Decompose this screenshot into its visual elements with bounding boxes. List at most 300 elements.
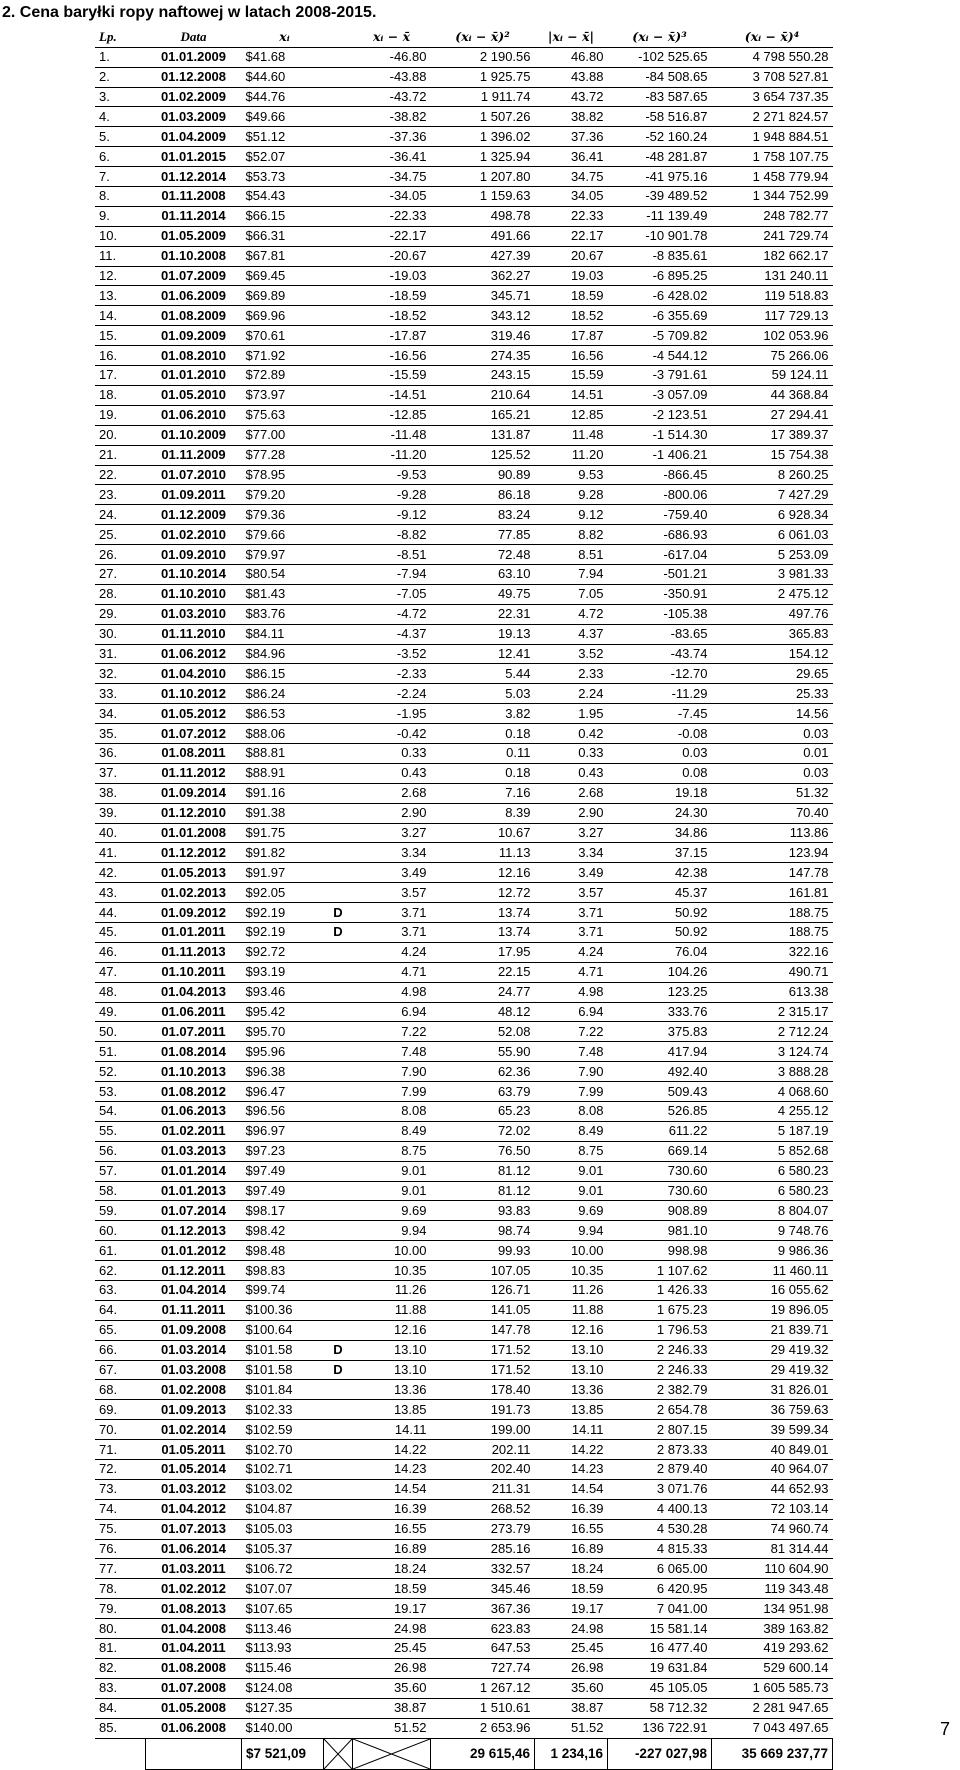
row-price: $102.59 (242, 1420, 324, 1440)
row-abs-deviation: 3.57 (535, 883, 608, 903)
row-date: 01.01.2014 (146, 1161, 242, 1181)
row-lp: 6. (95, 147, 146, 167)
row-date: 01.05.2010 (146, 385, 242, 405)
row-price: $101.84 (242, 1380, 324, 1400)
row-deviation-cubed: -84 508.65 (608, 67, 712, 87)
table-row (95, 823, 833, 843)
row-deviation-cubed: 2 873.33 (608, 1440, 712, 1460)
row-abs-deviation: 35.60 (535, 1678, 608, 1698)
row-deviation-squared: 126.71 (431, 1281, 535, 1301)
row-lp: 61. (95, 1241, 146, 1261)
row-deviation-fourth: 5 852.68 (712, 1141, 833, 1161)
row-abs-deviation: 0.33 (535, 743, 608, 763)
row-abs-deviation: 11.26 (535, 1281, 608, 1301)
table-row (95, 127, 833, 147)
row-abs-deviation: 9.53 (535, 465, 608, 485)
row-marker (324, 425, 353, 445)
row-lp: 22. (95, 465, 146, 485)
row-deviation: -9.28 (353, 485, 431, 505)
row-date: 01.09.2010 (146, 545, 242, 565)
row-marker (324, 1141, 353, 1161)
row-price: $105.03 (242, 1519, 324, 1539)
row-deviation-squared: 131.87 (431, 425, 535, 445)
row-deviation: 16.39 (353, 1499, 431, 1519)
row-abs-deviation: 3.49 (535, 863, 608, 883)
row-lp: 4. (95, 107, 146, 127)
row-lp: 43. (95, 883, 146, 903)
row-abs-deviation: 2.90 (535, 803, 608, 823)
row-deviation-squared: 285.16 (431, 1539, 535, 1559)
row-deviation-fourth: 17 389.37 (712, 425, 833, 445)
row-abs-deviation: 2.68 (535, 783, 608, 803)
row-lp: 78. (95, 1579, 146, 1599)
row-deviation-squared: 49.75 (431, 584, 535, 604)
row-lp: 50. (95, 1022, 146, 1042)
row-price: $92.19 (242, 903, 324, 923)
row-deviation: 25.45 (353, 1639, 431, 1659)
row-deviation-cubed: 0.03 (608, 743, 712, 763)
row-deviation-cubed: -0.08 (608, 724, 712, 744)
row-marker (324, 1400, 353, 1420)
row-deviation-cubed: -48 281.87 (608, 147, 712, 167)
row-abs-deviation: 3.71 (535, 922, 608, 942)
row-marker (324, 783, 353, 803)
table-row (95, 982, 833, 1002)
row-price: $96.47 (242, 1082, 324, 1102)
row-deviation: -16.56 (353, 346, 431, 366)
row-deviation-fourth: 40 849.01 (712, 1440, 833, 1460)
row-abs-deviation: 11.88 (535, 1300, 608, 1320)
table-row (95, 1440, 833, 1460)
row-lp: 73. (95, 1479, 146, 1499)
row-price: $124.08 (242, 1678, 324, 1698)
row-deviation-squared: 2 653.96 (431, 1718, 535, 1738)
row-deviation-cubed: 50.92 (608, 903, 712, 923)
row-lp: 58. (95, 1181, 146, 1201)
row-price: $93.46 (242, 982, 324, 1002)
total-fourth: 35 669 237,77 (712, 1738, 833, 1769)
row-lp: 24. (95, 505, 146, 525)
row-deviation: 19.17 (353, 1599, 431, 1619)
row-deviation-cubed: -7.45 (608, 704, 712, 724)
row-date: 01.09.2009 (146, 326, 242, 346)
row-deviation-cubed: 730.60 (608, 1161, 712, 1181)
row-date: 01.06.2009 (146, 286, 242, 306)
row-marker (324, 1082, 353, 1102)
row-date: 01.10.2009 (146, 425, 242, 445)
row-lp: 15. (95, 326, 146, 346)
row-date: 01.07.2010 (146, 465, 242, 485)
row-date: 01.02.2012 (146, 1579, 242, 1599)
row-date: 01.12.2013 (146, 1221, 242, 1241)
row-price: $69.45 (242, 266, 324, 286)
table-row (95, 405, 833, 425)
row-abs-deviation: 4.37 (535, 624, 608, 644)
table-row (95, 346, 833, 366)
row-deviation-squared: 99.93 (431, 1241, 535, 1261)
row-lp: 57. (95, 1161, 146, 1181)
row-deviation-fourth: 16 055.62 (712, 1281, 833, 1301)
row-abs-deviation: 51.52 (535, 1718, 608, 1738)
row-deviation-fourth: 6 580.23 (712, 1161, 833, 1181)
row-deviation-squared: 1 325.94 (431, 147, 535, 167)
row-marker (324, 1102, 353, 1122)
row-deviation-squared: 22.15 (431, 962, 535, 982)
table-row (95, 545, 833, 565)
row-marker (324, 1599, 353, 1619)
table-row (95, 783, 833, 803)
row-date: 01.06.2012 (146, 644, 242, 664)
row-deviation-cubed: 45 105.05 (608, 1678, 712, 1698)
row-deviation-squared: 65.23 (431, 1102, 535, 1122)
row-deviation-fourth: 2 712.24 (712, 1022, 833, 1042)
table-header-row (95, 27, 833, 47)
row-marker (324, 47, 353, 67)
row-deviation-squared: 81.12 (431, 1161, 535, 1181)
row-lp: 81. (95, 1639, 146, 1659)
row-deviation-squared: 5.44 (431, 664, 535, 684)
header-lp: Lp. (95, 27, 146, 47)
row-lp: 36. (95, 743, 146, 763)
row-price: $92.72 (242, 942, 324, 962)
row-abs-deviation: 9.94 (535, 1221, 608, 1241)
row-lp: 27. (95, 564, 146, 584)
row-date: 01.01.2010 (146, 366, 242, 386)
row-deviation: -19.03 (353, 266, 431, 286)
table-row (95, 286, 833, 306)
row-date: 01.12.2014 (146, 167, 242, 187)
row-deviation: 9.01 (353, 1161, 431, 1181)
row-deviation: 16.89 (353, 1539, 431, 1559)
row-price: $77.28 (242, 445, 324, 465)
row-deviation-squared: 345.71 (431, 286, 535, 306)
row-date: 01.11.2008 (146, 187, 242, 207)
table-row (95, 147, 833, 167)
table-row (95, 1599, 833, 1619)
row-deviation: -17.87 (353, 326, 431, 346)
row-deviation-cubed: 42.38 (608, 863, 712, 883)
row-abs-deviation: 8.75 (535, 1141, 608, 1161)
row-abs-deviation: 26.98 (535, 1658, 608, 1678)
row-abs-deviation: 1.95 (535, 704, 608, 724)
row-abs-deviation: 16.56 (535, 346, 608, 366)
row-abs-deviation: 7.22 (535, 1022, 608, 1042)
row-deviation: -34.75 (353, 167, 431, 187)
row-date: 01.09.2012 (146, 903, 242, 923)
row-marker (324, 1002, 353, 1022)
row-lp: 32. (95, 664, 146, 684)
table-row (95, 1201, 833, 1221)
row-deviation-squared: 0.11 (431, 743, 535, 763)
row-deviation-squared: 76.50 (431, 1141, 535, 1161)
row-date: 01.06.2011 (146, 1002, 242, 1022)
row-price: $101.58 (242, 1360, 324, 1380)
row-price: $88.91 (242, 763, 324, 783)
row-deviation-fourth: 119 518.83 (712, 286, 833, 306)
row-marker (324, 883, 353, 903)
row-lp: 16. (95, 346, 146, 366)
row-marker: D (324, 1340, 353, 1360)
table-row (95, 1121, 833, 1141)
row-deviation-cubed: 136 722.91 (608, 1718, 712, 1738)
row-deviation-cubed: 50.92 (608, 922, 712, 942)
row-deviation-fourth: 14.56 (712, 704, 833, 724)
row-marker (324, 405, 353, 425)
row-date: 01.08.2009 (146, 306, 242, 326)
table-row (95, 1002, 833, 1022)
row-price: $115.46 (242, 1658, 324, 1678)
row-deviation-fourth: 113.86 (712, 823, 833, 843)
row-abs-deviation: 24.98 (535, 1619, 608, 1639)
row-date: 01.03.2011 (146, 1559, 242, 1579)
header-abs-deviation: |xᵢ − x̄| (535, 27, 608, 47)
row-deviation-squared: 0.18 (431, 763, 535, 783)
row-deviation-fourth: 36 759.63 (712, 1400, 833, 1420)
row-date: 01.08.2008 (146, 1658, 242, 1678)
header-marker (324, 27, 353, 47)
row-deviation-fourth: 1 458 779.94 (712, 167, 833, 187)
row-lp: 21. (95, 445, 146, 465)
row-deviation-squared: 48.12 (431, 1002, 535, 1022)
table-row (95, 1042, 833, 1062)
table-row (95, 1479, 833, 1499)
row-price: $81.43 (242, 584, 324, 604)
row-deviation-squared: 202.11 (431, 1440, 535, 1460)
oil-price-table (95, 27, 833, 1770)
table-row (95, 326, 833, 346)
row-deviation: 14.22 (353, 1440, 431, 1460)
row-date: 01.02.2014 (146, 1420, 242, 1440)
table-row (95, 266, 833, 286)
row-lp: 37. (95, 763, 146, 783)
table-row (95, 1300, 833, 1320)
row-price: $97.49 (242, 1181, 324, 1201)
row-lp: 2. (95, 67, 146, 87)
row-price: $98.17 (242, 1201, 324, 1221)
row-marker (324, 167, 353, 187)
table-row (95, 505, 833, 525)
row-deviation: -43.88 (353, 67, 431, 87)
row-price: $113.93 (242, 1639, 324, 1659)
row-deviation-fourth: 21 839.71 (712, 1320, 833, 1340)
row-deviation-fourth: 70.40 (712, 803, 833, 823)
row-deviation-cubed: 375.83 (608, 1022, 712, 1042)
row-abs-deviation: 20.67 (535, 246, 608, 266)
row-deviation-cubed: -102 525.65 (608, 47, 712, 67)
row-lp: 29. (95, 604, 146, 624)
row-marker (324, 266, 353, 286)
row-date: 01.11.2011 (146, 1300, 242, 1320)
row-deviation-cubed: -759.40 (608, 505, 712, 525)
row-price: $71.92 (242, 346, 324, 366)
row-deviation-fourth: 188.75 (712, 903, 833, 923)
row-abs-deviation: 10.00 (535, 1241, 608, 1261)
row-deviation-cubed: 58 712.32 (608, 1698, 712, 1718)
row-lp: 30. (95, 624, 146, 644)
row-deviation-cubed: -2 123.51 (608, 405, 712, 425)
row-deviation-fourth: 134 951.98 (712, 1599, 833, 1619)
row-deviation-cubed: 730.60 (608, 1181, 712, 1201)
row-deviation-cubed: 333.76 (608, 1002, 712, 1022)
table-row (95, 1678, 833, 1698)
row-deviation: -2.33 (353, 664, 431, 684)
row-deviation-cubed: 1 675.23 (608, 1300, 712, 1320)
row-deviation-cubed: 2 382.79 (608, 1380, 712, 1400)
row-deviation: -9.53 (353, 465, 431, 485)
row-price: $86.53 (242, 704, 324, 724)
row-marker (324, 1221, 353, 1241)
row-date: 01.05.2014 (146, 1460, 242, 1480)
row-date: 01.02.2008 (146, 1380, 242, 1400)
row-deviation: 14.54 (353, 1479, 431, 1499)
row-abs-deviation: 8.08 (535, 1102, 608, 1122)
row-deviation-squared: 72.48 (431, 545, 535, 565)
row-abs-deviation: 7.94 (535, 564, 608, 584)
row-deviation: -46.80 (353, 47, 431, 67)
row-lp: 70. (95, 1420, 146, 1440)
row-deviation: 11.88 (353, 1300, 431, 1320)
row-date: 01.08.2014 (146, 1042, 242, 1062)
row-deviation: 13.85 (353, 1400, 431, 1420)
row-price: $96.97 (242, 1121, 324, 1141)
row-lp: 13. (95, 286, 146, 306)
row-deviation-squared: 141.05 (431, 1300, 535, 1320)
row-date: 01.02.2009 (146, 87, 242, 107)
row-lp: 19. (95, 405, 146, 425)
row-date: 01.01.2013 (146, 1181, 242, 1201)
row-lp: 82. (95, 1658, 146, 1678)
row-marker (324, 326, 353, 346)
row-deviation-cubed: 24.30 (608, 803, 712, 823)
row-deviation-squared: 199.00 (431, 1420, 535, 1440)
header-deviation: xᵢ − x̄ (353, 27, 431, 47)
row-lp: 33. (95, 684, 146, 704)
row-deviation: 8.75 (353, 1141, 431, 1161)
table-row (95, 664, 833, 684)
row-marker (324, 1380, 353, 1400)
row-deviation-squared: 81.12 (431, 1181, 535, 1201)
row-deviation-fourth: 39 599.34 (712, 1420, 833, 1440)
row-marker (324, 863, 353, 883)
row-price: $73.97 (242, 385, 324, 405)
row-deviation-fourth: 74 960.74 (712, 1519, 833, 1539)
row-abs-deviation: 43.88 (535, 67, 608, 87)
table-row (95, 485, 833, 505)
row-abs-deviation: 8.49 (535, 1121, 608, 1141)
row-abs-deviation: 4.72 (535, 604, 608, 624)
row-deviation-fourth: 117 729.13 (712, 306, 833, 326)
row-marker (324, 704, 353, 724)
row-deviation-squared: 63.79 (431, 1082, 535, 1102)
row-deviation-cubed: -866.45 (608, 465, 712, 485)
row-lp: 20. (95, 425, 146, 445)
row-abs-deviation: 8.51 (535, 545, 608, 565)
row-abs-deviation: 0.43 (535, 763, 608, 783)
row-deviation-cubed: -12.70 (608, 664, 712, 684)
row-deviation-cubed: -350.91 (608, 584, 712, 604)
row-deviation-cubed: 4 815.33 (608, 1539, 712, 1559)
row-deviation-squared: 178.40 (431, 1380, 535, 1400)
row-deviation-fourth: 29.65 (712, 664, 833, 684)
row-deviation-squared: 191.73 (431, 1400, 535, 1420)
row-deviation: -37.36 (353, 127, 431, 147)
row-lp: 14. (95, 306, 146, 326)
row-marker (324, 1281, 353, 1301)
row-lp: 39. (95, 803, 146, 823)
row-date: 01.11.2013 (146, 942, 242, 962)
row-price: $70.61 (242, 326, 324, 346)
row-deviation-cubed: -686.93 (608, 525, 712, 545)
row-abs-deviation: 22.33 (535, 206, 608, 226)
table-row (95, 1102, 833, 1122)
row-deviation-cubed: 37.15 (608, 843, 712, 863)
row-price: $79.66 (242, 525, 324, 545)
table-row (95, 226, 833, 246)
row-deviation: 0.43 (353, 763, 431, 783)
row-marker (324, 1161, 353, 1181)
row-deviation-squared: 319.46 (431, 326, 535, 346)
table-row (95, 1161, 833, 1181)
row-deviation-fourth: 241 729.74 (712, 226, 833, 246)
row-abs-deviation: 10.35 (535, 1261, 608, 1281)
row-date: 01.12.2008 (146, 67, 242, 87)
row-date: 01.10.2010 (146, 584, 242, 604)
row-lp: 69. (95, 1400, 146, 1420)
row-lp: 56. (95, 1141, 146, 1161)
row-deviation-cubed: 7 041.00 (608, 1599, 712, 1619)
row-date: 01.04.2008 (146, 1619, 242, 1639)
row-marker (324, 823, 353, 843)
row-deviation: -7.94 (353, 564, 431, 584)
row-lp: 46. (95, 942, 146, 962)
row-date: 01.10.2011 (146, 962, 242, 982)
row-lp: 83. (95, 1678, 146, 1698)
row-price: $107.07 (242, 1579, 324, 1599)
row-deviation-squared: 202.40 (431, 1460, 535, 1480)
row-deviation-fourth: 7 427.29 (712, 485, 833, 505)
row-deviation-fourth: 123.94 (712, 843, 833, 863)
page-title: 2. Cena baryłki ropy naftowej w latach 2008-2015. (2, 4, 377, 21)
table-row (95, 684, 833, 704)
row-date: 01.11.2009 (146, 445, 242, 465)
row-price: $91.82 (242, 843, 324, 863)
table-row (95, 47, 833, 67)
row-abs-deviation: 19.03 (535, 266, 608, 286)
row-marker (324, 803, 353, 823)
row-deviation-fourth: 9 986.36 (712, 1241, 833, 1261)
row-deviation-fourth: 102 053.96 (712, 326, 833, 346)
table-row (95, 1181, 833, 1201)
row-price: $98.83 (242, 1261, 324, 1281)
row-deviation: 4.98 (353, 982, 431, 1002)
row-abs-deviation: 12.85 (535, 405, 608, 425)
row-marker (324, 1658, 353, 1678)
row-abs-deviation: 11.20 (535, 445, 608, 465)
row-deviation-squared: 210.64 (431, 385, 535, 405)
row-lp: 84. (95, 1698, 146, 1718)
row-deviation-fourth: 81 314.44 (712, 1539, 833, 1559)
table-row (95, 1062, 833, 1082)
row-date: 01.01.2015 (146, 147, 242, 167)
row-date: 01.04.2011 (146, 1639, 242, 1659)
row-deviation: -20.67 (353, 246, 431, 266)
row-deviation-cubed: 16 477.40 (608, 1639, 712, 1659)
row-deviation-cubed: 2 246.33 (608, 1340, 712, 1360)
row-date: 01.02.2011 (146, 1121, 242, 1141)
total-abs: 1 234,16 (535, 1738, 608, 1769)
row-deviation-squared: 55.90 (431, 1042, 535, 1062)
row-lp: 51. (95, 1042, 146, 1062)
